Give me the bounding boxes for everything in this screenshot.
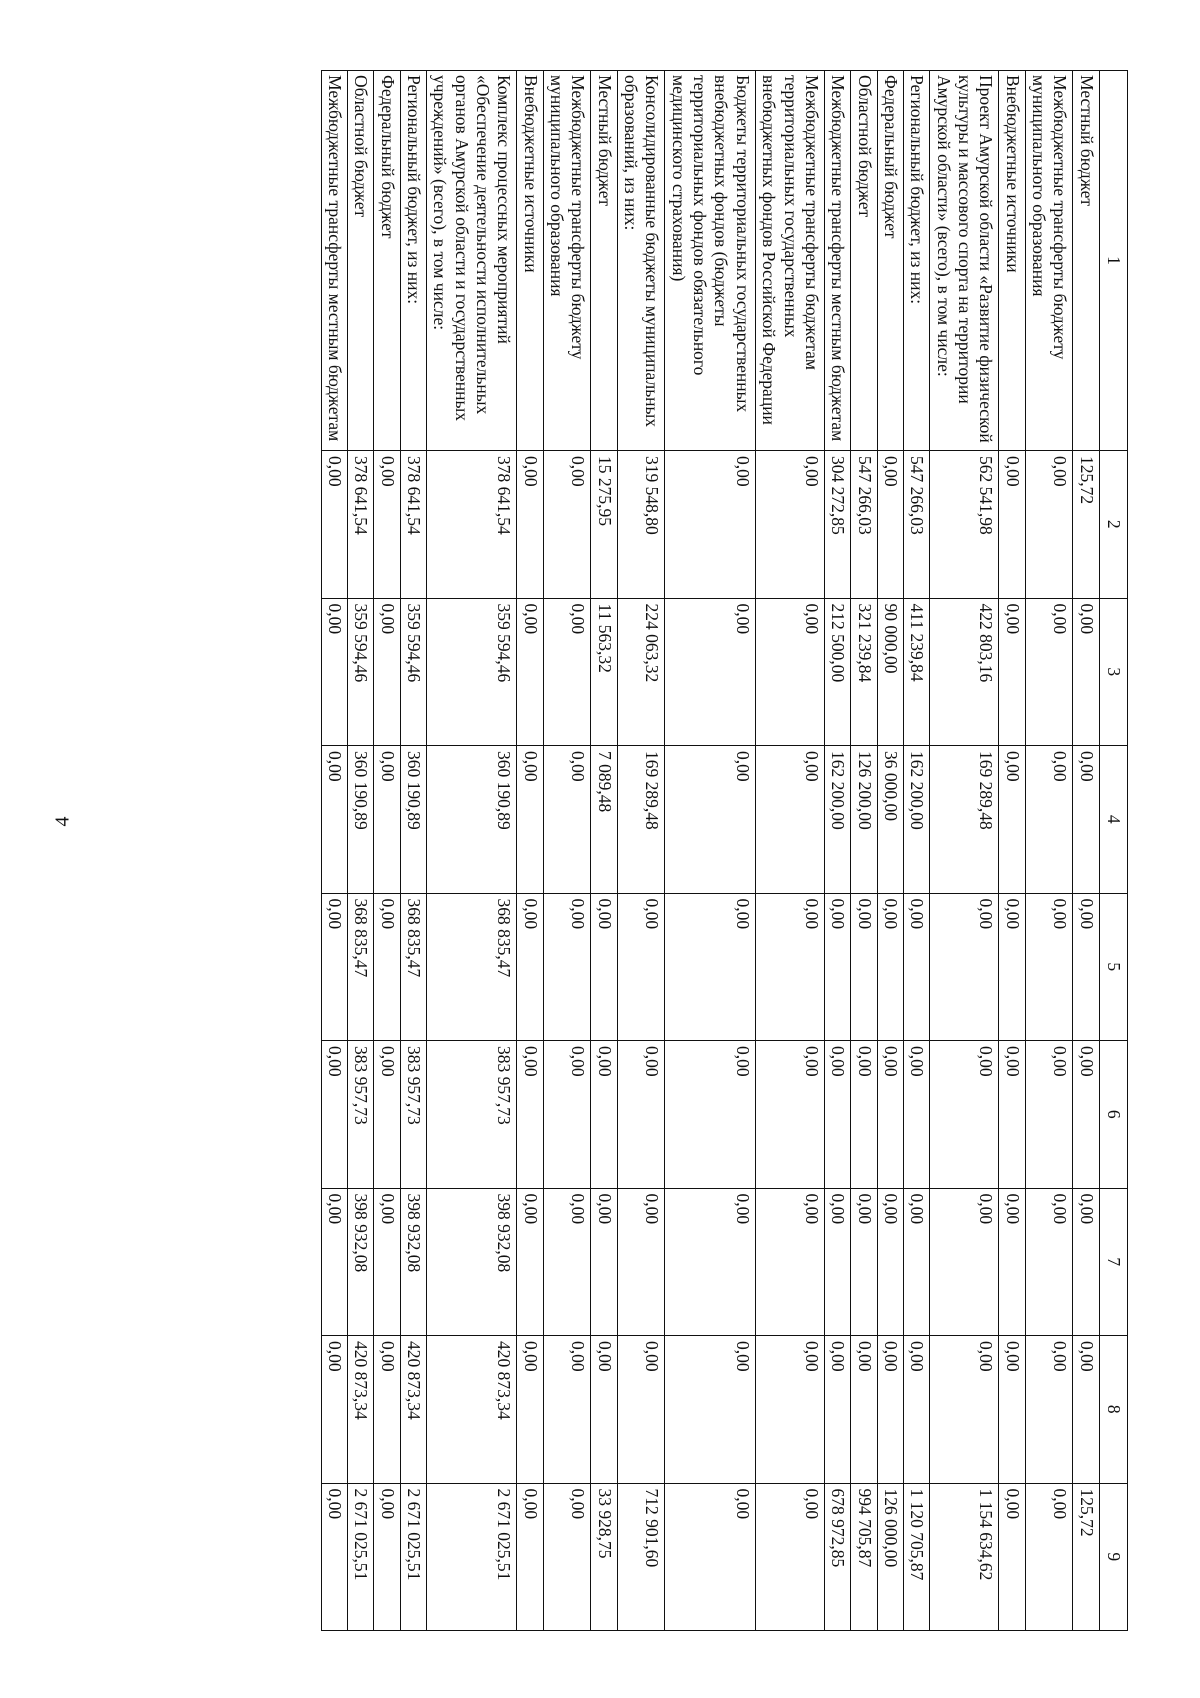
cell-value: 126 000,00	[877, 1483, 903, 1631]
cell-value: 0,00	[1025, 1041, 1073, 1189]
cell-value: 360 190,89	[400, 746, 426, 894]
cell-value: 0,00	[543, 1188, 591, 1336]
cell-value: 0,00	[824, 1188, 850, 1336]
table-row	[665, 71, 755, 1631]
cell-value: 0,00	[321, 1336, 347, 1484]
row-label: Межбюджетные трансферты бюджету муниципального образования	[543, 71, 591, 451]
cell-value: 0,00	[543, 451, 591, 599]
cell-value: 0,00	[321, 893, 347, 1041]
cell-value: 125,72	[1073, 1483, 1099, 1631]
cell-value: 0,00	[999, 598, 1025, 746]
column-header: 7	[1099, 1188, 1127, 1336]
cell-value: 0,00	[543, 1483, 591, 1631]
cell-value: 169 289,48	[617, 746, 665, 894]
row-label: Местный бюджет	[1073, 71, 1099, 451]
cell-value: 0,00	[1025, 1336, 1073, 1484]
table-row	[1025, 71, 1073, 1631]
table-row	[517, 71, 543, 1631]
cell-value: 321 239,84	[851, 598, 877, 746]
cell-value: 0,00	[930, 1336, 999, 1484]
cell-value: 0,00	[374, 598, 400, 746]
cell-value: 2 671 025,51	[348, 1483, 374, 1631]
row-label: Межбюджетные трансферты бюджету муниципального образования	[1025, 71, 1073, 451]
cell-value: 126 200,00	[851, 746, 877, 894]
row-label: Бюджеты территориальных государственных внебюджетных фондов (бюджеты территориальных фондов обязательного медицинского страхования)	[665, 71, 755, 451]
cell-value: 411 239,84	[903, 598, 929, 746]
cell-value: 7 089,48	[591, 746, 617, 894]
cell-value: 0,00	[374, 746, 400, 894]
cell-value: 0,00	[517, 1041, 543, 1189]
cell-value: 0,00	[591, 893, 617, 1041]
budget-table	[321, 70, 1128, 1631]
table-row	[1073, 71, 1099, 1631]
column-header: 6	[1099, 1041, 1127, 1189]
cell-value: 0,00	[665, 451, 755, 599]
cell-value: 0,00	[617, 893, 665, 1041]
cell-value: 0,00	[903, 1188, 929, 1336]
cell-value: 360 190,89	[348, 746, 374, 894]
cell-value: 0,00	[321, 746, 347, 894]
row-label: Местный бюджет	[591, 71, 617, 451]
table-row	[851, 71, 877, 1631]
cell-value: 0,00	[877, 1336, 903, 1484]
column-header: 5	[1099, 893, 1127, 1041]
cell-value: 359 594,46	[400, 598, 426, 746]
cell-value: 319 548,80	[617, 451, 665, 599]
row-label: Региональный бюджет, из них:	[903, 71, 929, 451]
cell-value: 0,00	[1025, 451, 1073, 599]
cell-value: 368 835,47	[348, 893, 374, 1041]
cell-value: 0,00	[543, 893, 591, 1041]
cell-value: 36 000,00	[877, 746, 903, 894]
cell-value: 0,00	[617, 1041, 665, 1189]
cell-value: 0,00	[1073, 893, 1099, 1041]
cell-value: 0,00	[877, 451, 903, 599]
cell-value: 0,00	[1073, 1188, 1099, 1336]
cell-value: 0,00	[543, 1041, 591, 1189]
table-row	[930, 71, 999, 1631]
cell-value: 212 500,00	[824, 598, 850, 746]
column-header: 2	[1099, 451, 1127, 599]
table-row	[903, 71, 929, 1631]
cell-value: 0,00	[517, 451, 543, 599]
cell-value: 0,00	[851, 893, 877, 1041]
cell-value: 383 957,73	[427, 1041, 517, 1189]
cell-value: 1 120 705,87	[903, 1483, 929, 1631]
cell-value: 0,00	[374, 1188, 400, 1336]
cell-value: 0,00	[665, 746, 755, 894]
cell-value: 383 957,73	[348, 1041, 374, 1189]
row-label: Внебюджетные источники	[999, 71, 1025, 451]
cell-value: 0,00	[1025, 1483, 1073, 1631]
cell-value: 0,00	[374, 1483, 400, 1631]
table-row	[591, 71, 617, 1631]
cell-value: 0,00	[321, 451, 347, 599]
cell-value: 0,00	[374, 893, 400, 1041]
row-label: Межбюджетные трансферты местным бюджетам	[824, 71, 850, 451]
table-row	[400, 71, 426, 1631]
cell-value: 169 289,48	[930, 746, 999, 894]
cell-value: 0,00	[824, 1336, 850, 1484]
cell-value: 0,00	[543, 746, 591, 894]
cell-value: 0,00	[755, 451, 824, 599]
cell-value: 0,00	[851, 1188, 877, 1336]
cell-value: 162 200,00	[824, 746, 850, 894]
cell-value: 0,00	[930, 1188, 999, 1336]
cell-value: 0,00	[321, 1483, 347, 1631]
table-row	[374, 71, 400, 1631]
cell-value: 0,00	[517, 746, 543, 894]
cell-value: 420 873,34	[348, 1336, 374, 1484]
cell-value: 0,00	[877, 1041, 903, 1189]
cell-value: 0,00	[517, 1188, 543, 1336]
cell-value: 398 932,08	[400, 1188, 426, 1336]
cell-value: 0,00	[665, 1336, 755, 1484]
cell-value: 0,00	[1025, 893, 1073, 1041]
row-label: Федеральный бюджет	[374, 71, 400, 451]
cell-value: 0,00	[999, 1041, 1025, 1189]
cell-value: 0,00	[543, 1336, 591, 1484]
cell-value: 0,00	[665, 598, 755, 746]
cell-value: 0,00	[851, 1041, 877, 1189]
cell-value: 0,00	[321, 1188, 347, 1336]
table-row	[877, 71, 903, 1631]
cell-value: 712 901,60	[617, 1483, 665, 1631]
cell-value: 0,00	[1073, 598, 1099, 746]
header-row	[1099, 71, 1127, 1631]
cell-value: 1 154 634,62	[930, 1483, 999, 1631]
cell-value: 0,00	[517, 893, 543, 1041]
cell-value: 0,00	[877, 1188, 903, 1336]
cell-value: 0,00	[591, 1041, 617, 1189]
cell-value: 678 972,85	[824, 1483, 850, 1631]
cell-value: 0,00	[930, 1041, 999, 1189]
column-header: 1	[1099, 71, 1127, 451]
cell-value: 359 594,46	[348, 598, 374, 746]
cell-value: 0,00	[665, 1483, 755, 1631]
row-label: Региональный бюджет, из них:	[400, 71, 426, 451]
cell-value: 33 928,75	[591, 1483, 617, 1631]
cell-value: 0,00	[1025, 746, 1073, 894]
table-row	[617, 71, 665, 1631]
cell-value: 0,00	[824, 893, 850, 1041]
cell-value: 0,00	[591, 1336, 617, 1484]
cell-value: 0,00	[903, 893, 929, 1041]
cell-value: 125,72	[1073, 451, 1099, 599]
cell-value: 0,00	[543, 598, 591, 746]
cell-value: 0,00	[755, 893, 824, 1041]
cell-value: 420 873,34	[400, 1336, 426, 1484]
cell-value: 378 641,54	[400, 451, 426, 599]
cell-value: 0,00	[755, 598, 824, 746]
table-row	[999, 71, 1025, 1631]
cell-value: 0,00	[1025, 1188, 1073, 1336]
column-header: 3	[1099, 598, 1127, 746]
cell-value: 0,00	[851, 1336, 877, 1484]
table-row	[321, 71, 347, 1631]
cell-value: 2 671 025,51	[427, 1483, 517, 1631]
cell-value: 0,00	[374, 1041, 400, 1189]
row-label: Областной бюджет	[348, 71, 374, 451]
cell-value: 378 641,54	[348, 451, 374, 599]
table-row	[543, 71, 591, 1631]
cell-value: 0,00	[517, 1336, 543, 1484]
cell-value: 0,00	[824, 1041, 850, 1189]
cell-value: 90 000,00	[877, 598, 903, 746]
cell-value: 0,00	[591, 1188, 617, 1336]
cell-value: 0,00	[321, 1041, 347, 1189]
table-body	[321, 71, 1099, 1631]
cell-value: 0,00	[930, 893, 999, 1041]
table-row	[427, 71, 517, 1631]
cell-value: 0,00	[665, 1188, 755, 1336]
cell-value: 0,00	[999, 1483, 1025, 1631]
cell-value: 0,00	[617, 1188, 665, 1336]
cell-value: 562 541,98	[930, 451, 999, 599]
cell-value: 368 835,47	[400, 893, 426, 1041]
cell-value: 11 563,32	[591, 598, 617, 746]
table-row	[755, 71, 824, 1631]
row-label: Областной бюджет	[851, 71, 877, 451]
row-label: Внебюджетные источники	[517, 71, 543, 451]
cell-value: 383 957,73	[400, 1041, 426, 1189]
cell-value: 0,00	[1025, 598, 1073, 746]
cell-value: 0,00	[321, 598, 347, 746]
cell-value: 0,00	[374, 451, 400, 599]
row-label: Консолидированные бюджеты муниципальных образований, из них:	[617, 71, 665, 451]
cell-value: 0,00	[999, 1336, 1025, 1484]
cell-value: 0,00	[903, 1041, 929, 1189]
cell-value: 0,00	[999, 1188, 1025, 1336]
cell-value: 0,00	[877, 893, 903, 1041]
row-label: Проект Амурской области «Развитие физической культуры и массового спорта на территории Амурской области» (всего), в том числе:	[930, 71, 999, 451]
cell-value: 0,00	[755, 1041, 824, 1189]
cell-value: 2 671 025,51	[400, 1483, 426, 1631]
cell-value: 420 873,34	[427, 1336, 517, 1484]
cell-value: 0,00	[617, 1336, 665, 1484]
cell-value: 0,00	[1073, 1041, 1099, 1189]
row-label: Межбюджетные трансферты бюджетам территориальных государственных внебюджетных фондов Российской Федерации	[755, 71, 824, 451]
page-number: 4	[51, 816, 74, 827]
cell-value: 360 190,89	[427, 746, 517, 894]
cell-value: 0,00	[999, 893, 1025, 1041]
cell-value: 0,00	[755, 1336, 824, 1484]
cell-value: 547 266,03	[851, 451, 877, 599]
cell-value: 0,00	[665, 1041, 755, 1189]
cell-value: 304 272,85	[824, 451, 850, 599]
cell-value: 0,00	[903, 1336, 929, 1484]
cell-value: 0,00	[755, 746, 824, 894]
column-header: 9	[1099, 1483, 1127, 1631]
cell-value: 0,00	[665, 893, 755, 1041]
cell-value: 398 932,08	[427, 1188, 517, 1336]
row-label: Федеральный бюджет	[877, 71, 903, 451]
column-header: 4	[1099, 746, 1127, 894]
table-container	[148, 70, 1128, 1630]
table-row	[824, 71, 850, 1631]
cell-value: 368 835,47	[427, 893, 517, 1041]
cell-value: 0,00	[755, 1188, 824, 1336]
cell-value: 0,00	[755, 1483, 824, 1631]
row-label: Межбюджетные трансферты местным бюджетам	[321, 71, 347, 451]
cell-value: 378 641,54	[427, 451, 517, 599]
cell-value: 15 275,95	[591, 451, 617, 599]
row-label: Комплекс процессных мероприятий «Обеспечение деятельности исполнительных органов Амурской области и государственных учреждений» (всего), в том числе:	[427, 71, 517, 451]
column-header: 8	[1099, 1336, 1127, 1484]
cell-value: 224 063,32	[617, 598, 665, 746]
cell-value: 0,00	[999, 746, 1025, 894]
cell-value: 162 200,00	[903, 746, 929, 894]
cell-value: 994 705,87	[851, 1483, 877, 1631]
cell-value: 0,00	[999, 451, 1025, 599]
cell-value: 0,00	[1073, 1336, 1099, 1484]
cell-value: 547 266,03	[903, 451, 929, 599]
cell-value: 0,00	[517, 598, 543, 746]
table-row	[348, 71, 374, 1631]
cell-value: 0,00	[517, 1483, 543, 1631]
cell-value: 398 932,08	[348, 1188, 374, 1336]
cell-value: 0,00	[1073, 746, 1099, 894]
cell-value: 422 803,16	[930, 598, 999, 746]
cell-value: 359 594,46	[427, 598, 517, 746]
cell-value: 0,00	[374, 1336, 400, 1484]
